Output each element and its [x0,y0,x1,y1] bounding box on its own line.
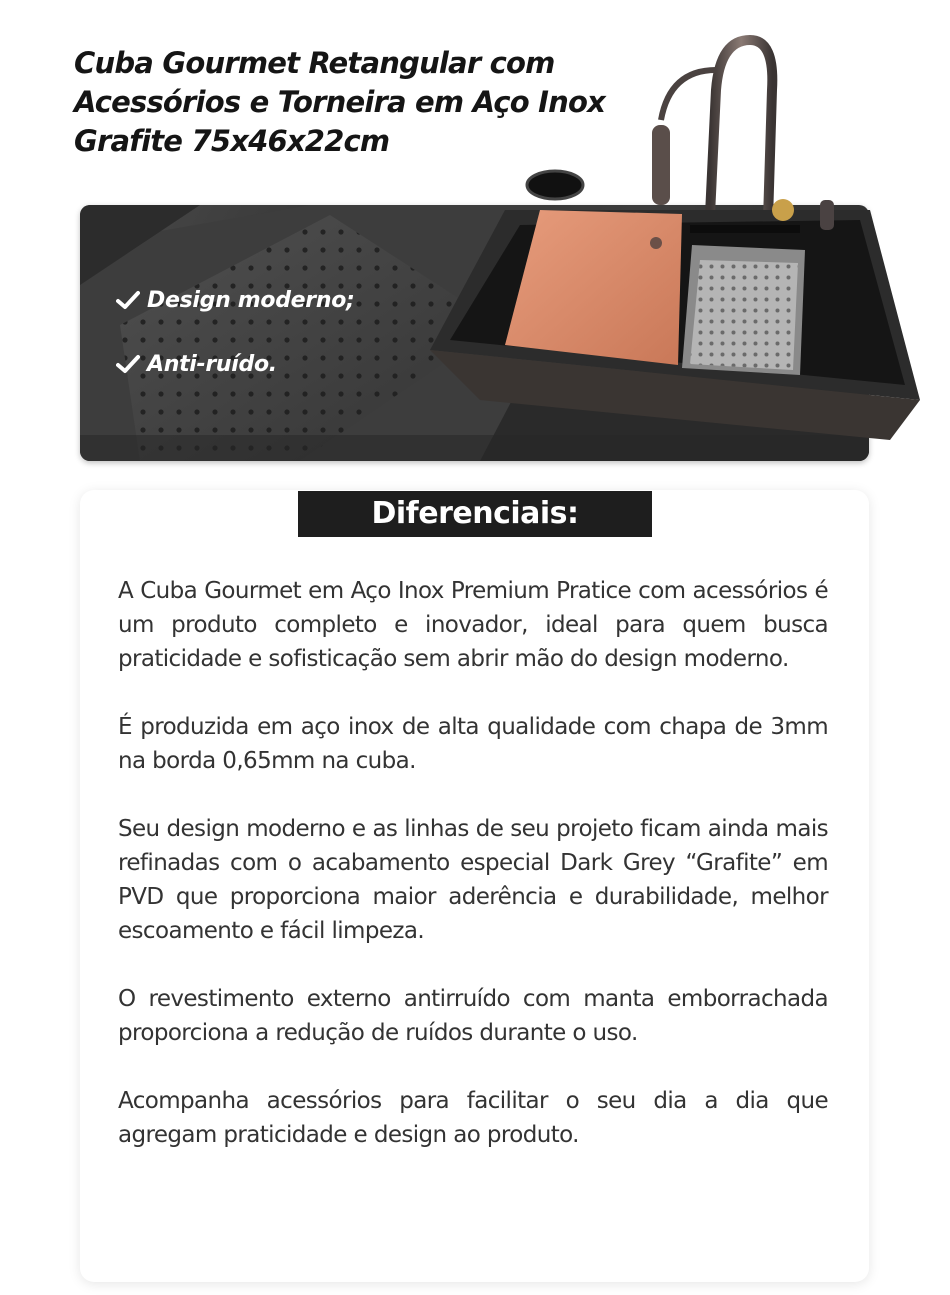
paragraph: A Cuba Gourmet em Aço Inox Premium Pratice com acessórios é um produto completo e inovador, ideal para quem busca praticidade e sofisticação sem abrir mão do design moderno. [118,578,828,672]
section-body [118,574,828,1186]
differentials-card [80,490,869,1282]
feature-label: Design moderno; [147,287,355,313]
check-icon [116,290,140,310]
paragraph: Acompanha acessórios para facilitar o seu dia a dia que agregam praticidade e design ao produto. [118,1088,828,1148]
sink-product-image [420,30,930,450]
paragraph: É produzida em aço inox de alta qualidade com chapa de 3mm na borda 0,65mm na cuba. [118,714,828,774]
section-heading: Diferenciais: [298,491,652,537]
feature-list [116,285,355,413]
feature-label: Anti-ruído. [147,351,277,377]
paragraph: O revestimento externo antirruído com manta emborrachada proporciona a redução de ruídos durante o uso. [118,986,828,1046]
feature-item [116,349,355,379]
paragraph: Seu design moderno e as linhas de seu projeto ficam ainda mais refinadas com o acabamento especial Dark Grey “Grafite” em PVD que proporciona maior aderência e durabilidade, melhor escoamento e fácil limpeza. [118,816,828,944]
feature-item [116,285,355,315]
check-icon [116,354,140,374]
product-title: Cuba Gourmet Retangular com Acessórios e Torneira em Aço Inox Grafite 75x46x22cm [74,46,606,158]
